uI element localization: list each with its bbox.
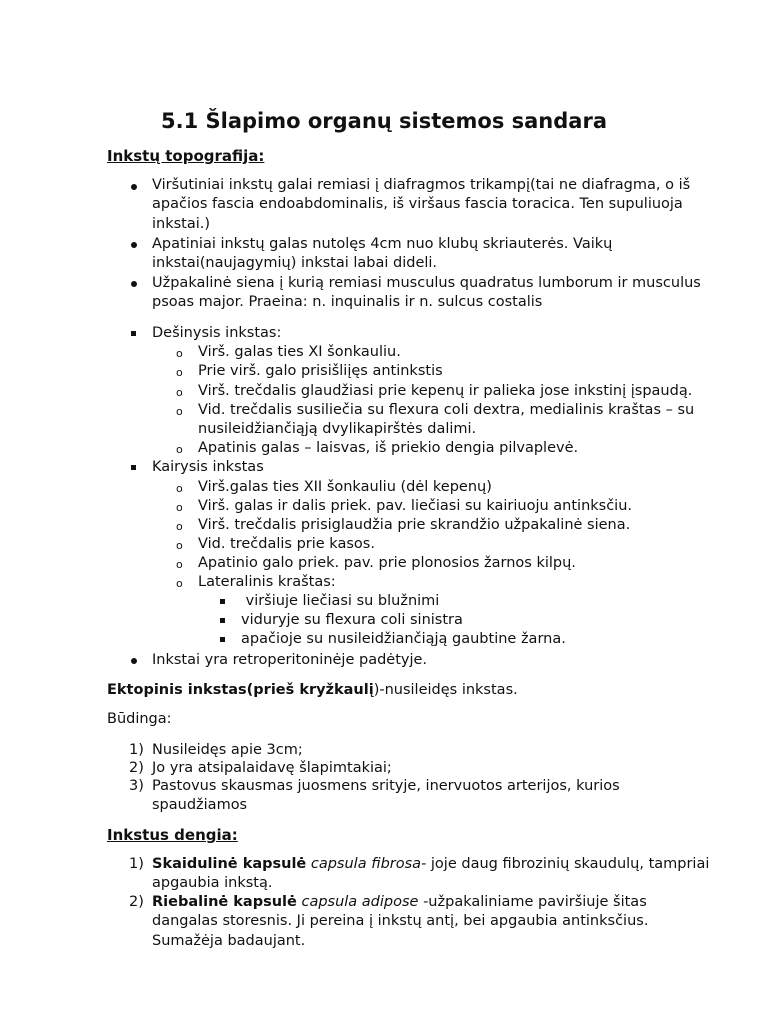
numbered-item: Pastovus skausmas juosmens srityje, inervuotos arterijos, kurios spaudžiamos bbox=[152, 778, 620, 814]
sub-list-item: apačioje su nusileidžiančiąją gaubtine žarna. bbox=[241, 631, 566, 647]
list-item: Virš. trečdalis prisiglaudžia prie skrandžio užpakalinė siena. bbox=[198, 517, 631, 533]
list-number: 1) bbox=[129, 742, 144, 758]
numbered-item bbox=[152, 893, 692, 951]
bullet-text: Inkstai yra retroperitoninėje padėtyje. bbox=[152, 652, 428, 668]
bullet-dot bbox=[131, 658, 137, 664]
list-item: Vid. trečdalis prie kasos. bbox=[198, 536, 375, 552]
list-item: Lateralinis kraštas: bbox=[198, 574, 336, 590]
list-item: Prie virš. galo prisišliįęs antinkstis bbox=[198, 363, 443, 379]
list-item: Apatinio galo priek. pav. prie plonosios žarnos kilpų. bbox=[198, 555, 576, 571]
list-label-kairysis: Kairysis inkstas bbox=[152, 459, 264, 475]
section-heading-topografija: Inkstų topografija: bbox=[107, 147, 265, 165]
list-number: 1) bbox=[129, 856, 144, 872]
term-bold: Skaidulinė kapsulė bbox=[152, 856, 307, 872]
sub-list-item: viduryje su flexura coli sinistra bbox=[241, 612, 463, 628]
list-number: 3) bbox=[129, 778, 144, 794]
term-description: - joje daug fibrozinių skaudulų, tampriai apgaubia inkstą. bbox=[152, 856, 710, 892]
bullet-text: Apatiniai inkstų galas nutolęs 4cm nuo klubų skriauterės. Vaikų inkstai(naujagymių) inkstai labai dideli. bbox=[152, 236, 613, 272]
bullet-circle-icon: o bbox=[176, 482, 183, 495]
page-title: 5.1 Šlapimo organų sistemos sandara bbox=[160, 109, 607, 133]
bullet-square bbox=[131, 331, 136, 336]
list-item: Apatinis galas – laisvas, iš priekio dengia pilvaplevė. bbox=[198, 440, 579, 456]
bullet-circle-icon: o bbox=[176, 405, 183, 418]
term-bold: Riebalinė kapsulė bbox=[152, 894, 297, 910]
sub-list-item: viršiuje liečiasi su blužnimi bbox=[241, 593, 440, 609]
bullet-circle-icon: o bbox=[176, 347, 183, 360]
bullet-square bbox=[220, 599, 225, 604]
list-item: Virš. galas ties XI šonkauliu. bbox=[198, 344, 401, 360]
numbered-item: Nusileidęs apie 3cm; bbox=[152, 742, 303, 758]
bullet-dot bbox=[131, 242, 137, 248]
bullet-dot bbox=[131, 281, 137, 287]
list-label-desinysis: Dešinysis inkstas: bbox=[152, 325, 282, 341]
bullet-circle-icon: o bbox=[176, 386, 183, 399]
bullet-square bbox=[220, 637, 225, 642]
ektopinis-rest: )-nusileidęs inkstas. bbox=[373, 682, 518, 698]
list-number: 2) bbox=[129, 760, 144, 776]
bullet-circle-icon: o bbox=[176, 520, 183, 533]
term-description: -užpakaliniame paviršiuje šitas dangalas storesnis. Ji pereina į inkstų antį, bei apgaubia antinksčius. Sumažėja badaujant. bbox=[152, 894, 649, 949]
budinga-label: Būdinga: bbox=[107, 711, 172, 727]
bullet-square bbox=[131, 465, 136, 470]
bullet-circle-icon: o bbox=[176, 501, 183, 514]
numbered-item bbox=[152, 855, 742, 894]
list-item: Virš. galas ir dalis priek. pav. liečiasi su kairiuoju antinksčiu. bbox=[198, 498, 633, 514]
bullet-square bbox=[220, 618, 225, 623]
term-latin: capsula adipose bbox=[301, 894, 419, 910]
section-heading-dengia: Inkstus dengia: bbox=[107, 826, 238, 844]
list-item: Vid. trečdalis susiliečia su flexura coli dextra, medialinis kraštas – su nusileidžiančiąją dvylikapirštės dalimi. bbox=[198, 402, 695, 438]
bullet-circle-icon: o bbox=[176, 577, 183, 590]
list-number: 2) bbox=[129, 894, 144, 910]
term-latin: capsula fibrosa bbox=[310, 856, 422, 872]
bullet-circle-icon: o bbox=[176, 366, 183, 379]
list-item: Virš.galas ties XII šonkauliu (dėl kepenų) bbox=[198, 479, 492, 495]
bullet-circle-icon: o bbox=[176, 539, 183, 552]
numbered-item: Jo yra atsipalaidavę šlapimtakiai; bbox=[152, 760, 392, 776]
bullet-circle-icon: o bbox=[176, 558, 183, 571]
list-item: Virš. trečdalis glaudžiasi prie kepenų ir palieka jose inkstinį įspaudą. bbox=[198, 383, 693, 399]
ektopinis-bold: Ektopinis inkstas(prieš kryžkaulį bbox=[107, 682, 374, 698]
bullet-circle-icon: o bbox=[176, 443, 183, 456]
bullet-text: Viršutiniai inkstų galai remiasi į diafragmos trikampį(tai ne diafragma, o iš apačios fascia endoabdominalis, iš viršaus fascia toracica. Ten supuliuoja inkstai.) bbox=[152, 177, 691, 232]
bullet-text: Užpakalinė siena į kurią remiasi musculus quadratus lumborum ir musculus psoas major. Praeina: n. inquinalis ir n. sulcus costalis bbox=[152, 275, 701, 311]
bullet-dot bbox=[131, 184, 137, 190]
ektopinis-paragraph bbox=[107, 681, 747, 700]
